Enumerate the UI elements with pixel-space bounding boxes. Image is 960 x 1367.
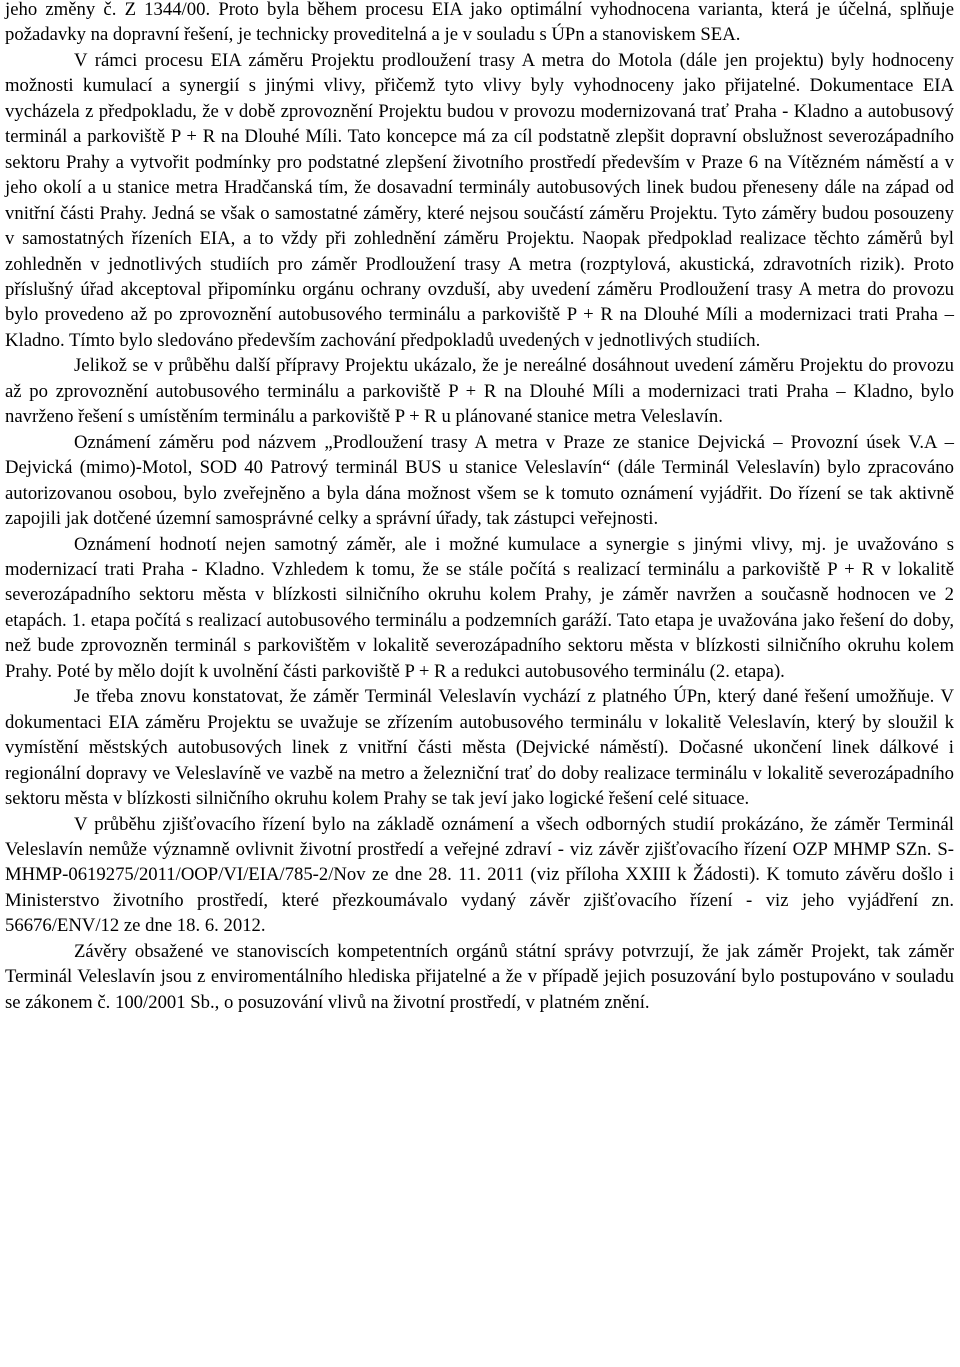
paragraph-5: Oznámení hodnotí nejen samotný záměr, ale i možné kumulace a synergie s jinými vlivy, mj. je uvažováno s modernizací trati Praha - Kladno. Vzhledem k tomu, že se stále počítá s realizací terminálu a parkoviště P + R v lokalitě severozápadního sektoru města v blízkosti silničního okruhu kolem Prahy, je záměr navržen a současně hodnocen ve 2 etapách. 1. etapa počítá s realizací autobusového terminálu a podzemních garáží. Tato etapa je uvažována jako řešení do doby, než bude zprovozněn terminál s parkovištěm v lokalitě severozápadního sektoru města v blízkosti silničního okruhu kolem Prahy. Poté by mělo dojít k uvolnění části parkoviště P + R a redukci autobusového terminálu (2. etapa). [5, 533, 954, 682]
paragraph-3: Jelikož se v průběhu další přípravy Projektu ukázalo, že je nereálné dosáhnout uvedení záměru Projektu do provozu až po zprovoznění autobusového terminálu a parkoviště P + R na Dlouhé Míli a modernizaci trati Praha – Kladno, bylo navrženo řešení s umístěním terminálu a parkoviště P + R u plánované stanice metra Veleslavín. [5, 355, 954, 428]
paragraph-4: Oznámení záměru pod názvem „Prodloužení trasy A metra v Praze ze stanice Dejvická – Provozní úsek V.A – Dejvická (mimo)-Motol, SOD 40 Patrový terminál BUS u stanice Veleslavín“ (dále Terminál Veleslavín) bylo zpracováno autorizovanou osobou, bylo zveřejněno a byla dána možnost všem se k tomuto oznámení vyjádřit. Do řízení se tak aktivně zapojili jak dotčené územní samosprávné celky a správní úřady, tak zástupci veřejnosti. [5, 431, 954, 530]
paragraph-8: Závěry obsažené ve stanoviscích kompetentních orgánů státní správy potvrzují, že jak záměr Projekt, tak záměr Terminál Veleslavín jsou z enviromentálního hlediska přijatelné a že v případě jejich posuzování bylo postupováno v souladu se zákonem č. 100/2001 Sb., o posuzování vlivů na životní prostředí, v platném znění. [5, 940, 954, 1013]
paragraph-2: V rámci procesu EIA záměru Projektu prodloužení trasy A metra do Motola (dále jen projektu) byly hodnoceny možnosti kumulací a synergií s jinými vlivy, přičemž tyto vlivy byly vyhodnoceny jako přijatelné. Dokumentace EIA vycházela z předpokladu, že v době zprovoznění Projektu budou v provozu modernizovaná trať Praha - Kladno a autobusový terminál a parkoviště P + R na Dlouhé Míli. Tato koncepce má za cíl podstatně zlepšit dopravní obslužnost severozápadního sektoru Prahy a vytvořit podmínky pro podstatné zlepšení životního prostředí především v Praze 6 na Vítězném náměstí a v jeho okolí a u stanice metra Hradčanská tím, že dosavadní terminály autobusových linek budou přeneseny dále na západ od vnitřní části Prahy. Jedná se však o samostatné záměry, které nejsou součástí záměru Projektu. Tyto záměry budou posouzeny v samostatných řízeních EIA, a to vždy při zohlednění záměru Projektu. Naopak předpoklad realizace těchto záměrů byl zohledněn v jednotlivých studiích pro záměr Prodloužení trasy A metra (rozptylová, akustická, zdravotních rizik). Proto příslušný úřad akceptoval připomínku orgánu ochrany ovzduší, aby uvedení záměru Prodloužení trasy A metra do provozu bylo provedeno až po zprovoznění autobusového terminálu a parkoviště P + R na Dlouhé Míli a modernizaci trati Praha – Kladno. Tímto bylo sledováno především zachování předpokladů uvedených v jednotlivých studiích. [5, 49, 954, 351]
paragraph-1-continuation: jeho změny č. Z 1344/00. Proto byla během procesu EIA jako optimální vyhodnocena varianta, která je účelná, splňuje požadavky na dopravní řešení, je technicky proveditelná a je v souladu s ÚPn a stanoviskem SEA. [5, 0, 954, 46]
paragraph-7: V průběhu zjišťovacího řízení bylo na základě oznámení a všech odborných studií prokázáno, že záměr Terminál Veleslavín nemůže významně ovlivnit životní prostředí a veřejné zdraví - viz závěr zjišťovacího řízení OZP MHMP SZn. S-MHMP-0619275/2011/OOP/VI/EIA/785-2/Nov ze dne 28. 11. 2011 (viz příloha XXIII k Žádosti). K tomuto závěru došlo i Ministerstvo životního prostředí, které přezkoumávalo vydaný závěr zjišťovacího řízení - viz jeho vyjádření zn. 56676/ENV/12 ze dne 18. 6. 2012. [5, 813, 954, 937]
paragraph-6: Je třeba znovu konstatovat, že záměr Terminál Veleslavín vychází z platného ÚPn, který dané řešení umožňuje. V dokumentaci EIA záměru Projektu se uvažuje se zřízením autobusového terminálu v lokalitě Veleslavín, který by sloužil k vymístění městských autobusových linek z vnitřní části města (Dejvické náměstí). Dočasné ukončení linek dálkové i regionální dopravy ve Veleslavíně ve vazbě na metro a železniční trať do doby realizace terminálu v lokalitě severozápadního sektoru města v blízkosti silničního okruhu kolem Prahy se tak jeví jako logické řešení celé situace. [5, 686, 954, 810]
